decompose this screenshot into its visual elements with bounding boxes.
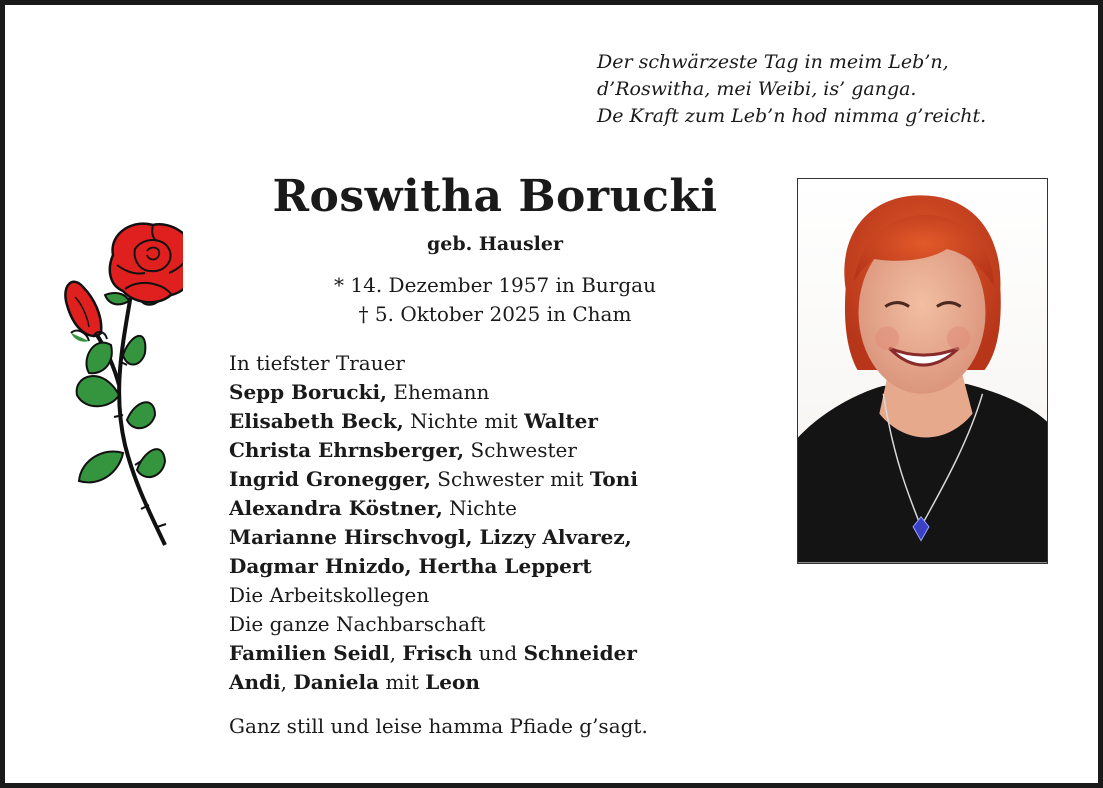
mourner-name: Alexandra Köstner,	[229, 496, 443, 520]
mourner-name: Walter	[524, 409, 598, 433]
mourner-name: Dagmar Hnizdo, Hertha Leppert	[229, 554, 592, 578]
mourner-line	[229, 465, 638, 494]
portrait-photo	[797, 178, 1048, 564]
mourner-relation: Nichte mit	[403, 409, 525, 433]
mourner-relation: Schwester	[464, 438, 577, 462]
mourner-entries	[229, 378, 638, 697]
closing-line: Ganz still und leise hamma Pfiade g’sagt.	[229, 714, 648, 738]
poem	[597, 49, 986, 130]
birth-date: * 14. Dezember 1957 in Burgau	[334, 273, 656, 297]
mourner-relation: Die Arbeitskollegen	[229, 583, 430, 607]
death-date: † 5. Oktober 2025 in Cham	[358, 302, 632, 326]
mourner-name: Elisabeth Beck,	[229, 409, 404, 433]
mourner-line	[229, 436, 638, 465]
mourner-relation: Nichte	[442, 496, 518, 520]
red-rose-icon	[53, 215, 183, 555]
mourner-line	[229, 523, 638, 552]
mourner-line	[229, 407, 638, 436]
mourner-name: Schneider	[523, 641, 637, 665]
poem-line: Der schwärzeste Tag in meim Leb’n,	[597, 51, 949, 73]
mourner-line	[229, 552, 638, 581]
mourner-name: Leon	[425, 670, 480, 694]
mourner-name: Frisch	[402, 641, 473, 665]
mourner-line	[229, 610, 638, 639]
mourners-intro: In tiefster Trauer	[229, 351, 405, 375]
mourner-name: Marianne Hirschvogl, Lizzy Alvarez,	[229, 525, 632, 549]
mourner-line	[229, 378, 638, 407]
mourner-line	[229, 668, 638, 697]
poem-line: d’Roswitha, mei Weibi, is’ ganga.	[597, 78, 917, 100]
life-dates	[235, 271, 755, 329]
mourner-relation: ,	[389, 641, 403, 665]
mourner-line	[229, 639, 638, 668]
mourner-relation: Die ganze Nachbarschaft	[229, 612, 486, 636]
mourner-name: Toni	[589, 467, 638, 491]
mourner-relation: ,	[280, 670, 294, 694]
birth-name: geb. Hausler	[427, 233, 563, 255]
mourner-name: Christa Ehrnsberger,	[229, 438, 465, 462]
mourners-list	[229, 349, 638, 697]
mourner-name: Familien Seidl	[229, 641, 390, 665]
mourner-relation: Ehemann	[387, 380, 490, 404]
mourner-line	[229, 494, 638, 523]
poem-line: De Kraft zum Leb’n hod nimma g’reicht.	[597, 105, 987, 127]
mourner-relation: Schwester mit	[430, 467, 590, 491]
mourner-name: Andi	[229, 670, 281, 694]
mourner-relation: mit	[379, 670, 426, 694]
mourner-name: Sepp Borucki,	[229, 380, 388, 404]
mourner-name: Daniela	[293, 670, 380, 694]
deceased-name: Roswitha Borucki	[272, 171, 718, 222]
mourner-line	[229, 581, 638, 610]
mourner-name: Ingrid Gronegger,	[229, 467, 431, 491]
mourner-relation: und	[472, 641, 524, 665]
